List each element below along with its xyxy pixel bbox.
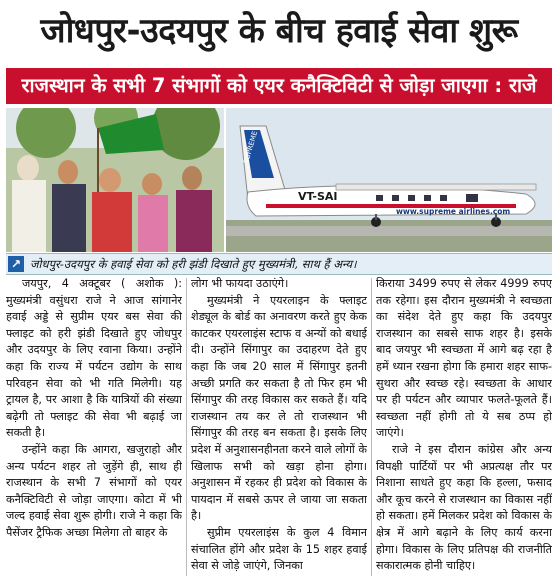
headline-area bbox=[0, 0, 558, 62]
paragraph-text: किराया 3499 रुपए से लेकर 4999 रुपए तक रहेगा। इस दौरान मुख्यमंत्री ने स्वच्छता का संदेश देते हुए कहा कि उदयपुर राजस्थान का सबसे साफ शहर है। इसके बाद जयपुर भी स्वच्छता में आगे बढ़ रहा है हमें ध्यान रखना होगा कि हमारा शहर साफ-सुथरा और स्वच्छ रहे। स्वच्छता के आधार पर ही पर्यटन और व्यापार फलते-फूलते हैं। स्वच्छता नहीं होगी तो ये सब ठप्प हो जाएंगे। bbox=[376, 277, 552, 440]
article-column-3 bbox=[376, 276, 552, 578]
aircraft-photo bbox=[226, 108, 552, 252]
article-column-1 bbox=[6, 276, 182, 578]
article-paragraph bbox=[191, 525, 367, 575]
airline-website: www.supreme airlines.com bbox=[396, 207, 511, 216]
paragraph-text: मुख्यमंत्री ने एयरलाइन के फ्लाइट शेड्यूल के बोर्ड का अनावरण करते हुए केक काटकर एयरलाइंस स्टाफ व अन्यों को बधाई दी। उन्होंने सिंगापुर का उदाहरण देते हुए कहा कि जब 20 साल में सिंगापुर इतनी अच्छी प्रगति कर सकता है तो फिर हम भी सिंगापुर की तरह विकास कर सकते हैं। यदि राजस्थान तय कर ले तो राजस्थान भी सिंगापुर की तरह बन सकता है। इसके लिए प्रदेश में अनुशासनहीनता करने वाले लोगों के खिलाफ सभी को खड़ा होना होगा। अनुशासन में रहकर ही प्रदेश को विकास के पायदान में सबसे ऊपर ले जाया जा सकता है। bbox=[191, 293, 367, 523]
paragraph-text: लोग भी फायदा उठाएंगे। bbox=[191, 277, 289, 290]
photo-caption: जोधपुर-उदयपुर के हवाई सेवा को हरी झंडी दिखाते हुए मुख्यमंत्री, साथ हैं अन्य। bbox=[30, 257, 357, 271]
tail-lettering: SUPREME bbox=[242, 130, 260, 165]
article-paragraph bbox=[6, 442, 182, 542]
article-body bbox=[6, 276, 552, 578]
article-paragraph bbox=[6, 276, 182, 442]
column-divider bbox=[371, 278, 372, 576]
paragraph-text: मुख्यमंत्री वसुंधरा राजे ने आज सांगानेर हवाई अड्डे से सुप्रीम एयर बस सेवा की फ्लाइट को हरी झंडी दिखाते हुए जोधपुर और उदयपुर के लिए रवाना किया। उन्होंने कहा कि राज्य में पर्यटन उद्योग के साथ परिवहन सेवा को भी गति मिलेगी। यह ट्रायल है, पर आशा है कि यात्रियों की संख्या बढ़ेगी तो फ्लाइट की सेवा भी बढ़ाई जा सकती है। bbox=[6, 293, 182, 440]
flag-off-photo bbox=[6, 108, 224, 252]
headline: जोधपुर-उदयपुर के बीच हवाई सेवा शुरू bbox=[40, 11, 518, 51]
article-column-2 bbox=[191, 276, 367, 578]
aircraft-registration: VT-SAI bbox=[298, 190, 338, 203]
article-paragraph bbox=[191, 276, 367, 293]
article-paragraph bbox=[376, 442, 552, 575]
paragraph-text: राजे ने इस दौरान कांग्रेस और अन्य विपक्षी पार्टियों पर भी अप्रत्यक्ष तौर पर निशाना साधते हुए कहा कि हल्ला, फसाद और कूच करने से राजस्थान का विकास नहीं हो सकता। हमें मिलकर प्रदेश को विकास के क्षेत्र में आगे बढ़ाने के लिए कार्य करना होगा। विकास के लिए प्रतिपक्ष की राजनीति सकारात्मक होनी चाहिए। bbox=[376, 442, 552, 573]
caption-arrow-icon: ↗ bbox=[8, 256, 24, 272]
article-paragraph bbox=[376, 276, 552, 442]
aircraft-illustration bbox=[226, 108, 552, 252]
subheadline-banner bbox=[6, 68, 552, 104]
article-paragraph bbox=[191, 293, 367, 525]
dateline: जयपुर, 4 अक्टूबर ( अशोक ): bbox=[22, 277, 182, 290]
photo-caption-bar bbox=[6, 253, 552, 275]
paragraph-text: उन्होंने कहा कि आगरा, खजुराहो और अन्य पर्यटन शहर तो जुड़ेंगे ही, साथ ही राजस्थान के सभी 7 संभागों को एयर कनैक्टिविटी से जोड़ा जाएगा। कोटा में भी जल्द हवाई सेवा शुरू होगी। राजे ने कहा कि पैसेंजर ट्रैफिक अच्छा मिलेगा तो बाहर के bbox=[6, 442, 182, 539]
flag-off-photo-illustration bbox=[6, 108, 224, 252]
column-divider bbox=[186, 278, 187, 576]
paragraph-text: सुप्रीम एयरलाइंस के कुल 4 विमान संचालित होंगे और प्रदेश के 15 शहर हवाई सेवा से जोड़े जाएंगे, जिनका bbox=[191, 525, 367, 573]
subheadline: राजस्थान के सभी 7 संभागों को एयर कनैक्टिविटी से जोड़ा जाएगा : राजे bbox=[21, 74, 537, 97]
